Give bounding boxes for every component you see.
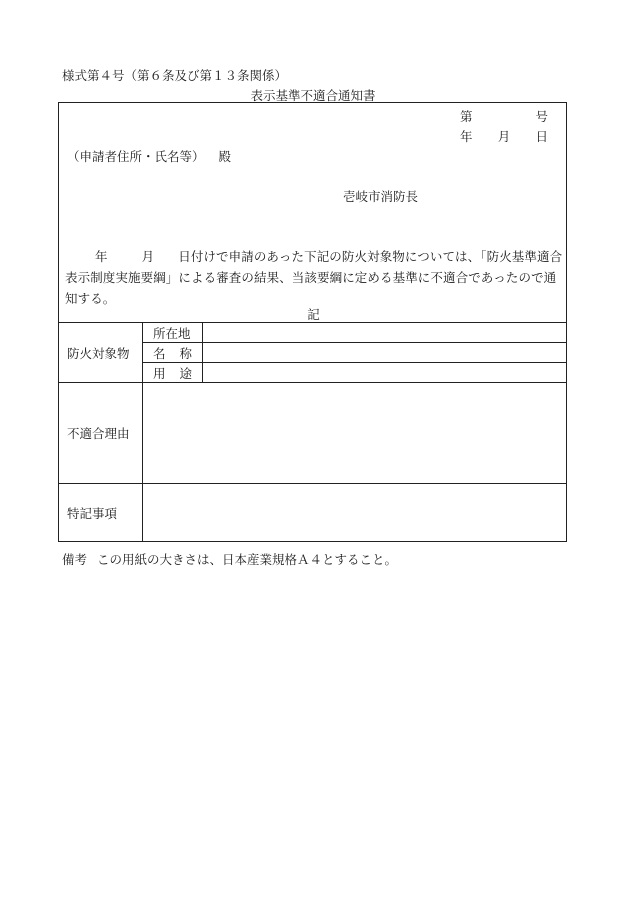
remark-label: 備考 — [62, 552, 88, 567]
document-number — [460, 107, 548, 125]
reason-field[interactable] — [143, 383, 567, 484]
body-year: 年 — [95, 249, 108, 264]
table-row — [59, 484, 567, 542]
addressee — [67, 147, 231, 165]
notice-body — [65, 246, 565, 309]
name-label-char-2: 称 — [179, 345, 193, 361]
document-title: 表示基準不適合通知書 — [250, 88, 376, 103]
remark-text: この用紙の大きさは、日本産業規格Ａ４とすること。 — [97, 552, 398, 567]
notes-field[interactable] — [143, 484, 567, 542]
reason-label: 不適合理由 — [59, 383, 143, 484]
name-label-char-1: 名 — [153, 345, 166, 361]
use-label-char-2: 途 — [179, 365, 193, 381]
honorific: 殿 — [218, 149, 232, 164]
name-label — [143, 343, 203, 363]
date-month: 月 — [497, 129, 511, 144]
use-label-char-1: 用 — [153, 365, 166, 381]
number-suffix: 号 — [535, 109, 548, 124]
notice-box — [58, 102, 567, 322]
table-row — [59, 383, 567, 484]
building-label: 防火対象物 — [59, 323, 143, 383]
ki-heading: 記 — [307, 307, 320, 322]
form-number: 様式第４号（第６条及び第１３条関係） — [62, 68, 288, 83]
name-field[interactable] — [203, 343, 567, 363]
issuer: 壱岐市消防長 — [343, 189, 419, 204]
location-label: 所在地 — [143, 323, 203, 343]
table-row — [59, 323, 567, 343]
location-field[interactable] — [203, 323, 567, 343]
use-label — [143, 363, 203, 383]
addressee-label: （申請者住所・氏名等） — [67, 149, 205, 164]
date-year: 年 — [460, 129, 473, 144]
remark — [62, 550, 397, 568]
body-text: 日付けで申請のあった下記の防火対象物については、「防火基準適合表示制度実施要綱」による審査の結果、当該要綱に定める基準に不適合であったので通知する。 — [65, 249, 563, 306]
use-field[interactable] — [203, 363, 567, 383]
issue-date — [460, 127, 548, 145]
notes-label: 特記事項 — [59, 484, 143, 542]
date-day: 日 — [535, 129, 548, 144]
detail-table — [58, 322, 567, 542]
body-month: 月 — [141, 249, 155, 264]
number-prefix: 第 — [460, 109, 473, 124]
